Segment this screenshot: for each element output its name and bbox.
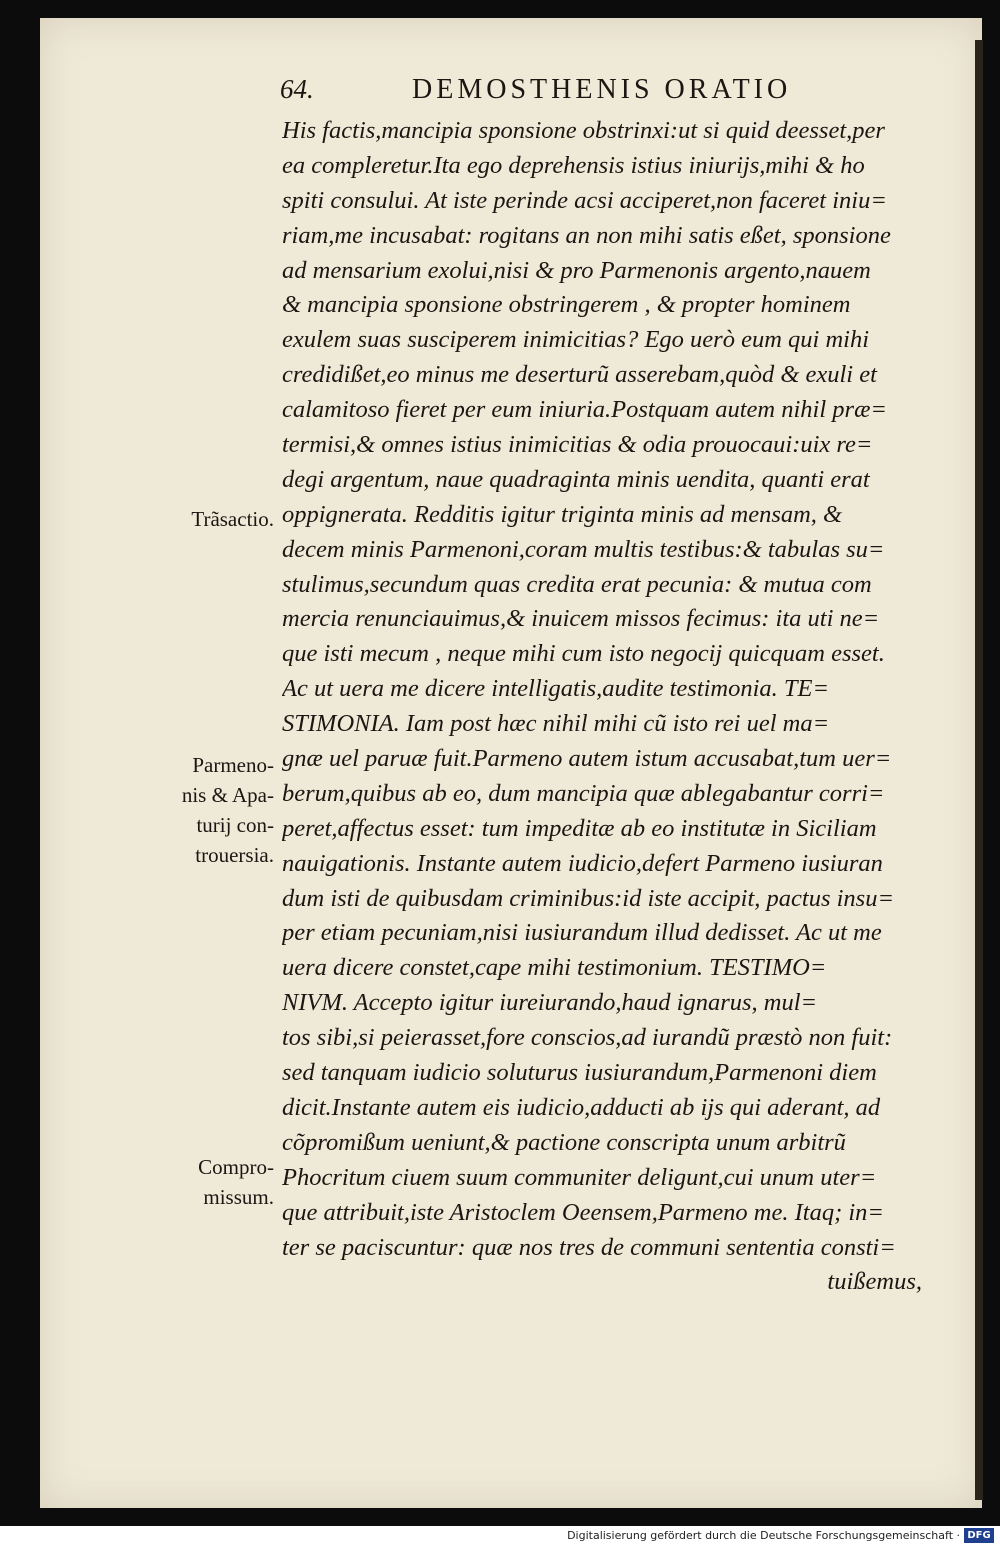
text-line: NIVM. Accepto igitur iureiurando,haud ignarus, mul= [282, 989, 818, 1017]
text-line: cõpromißum ueniunt,& pactione conscripta unum arbitrũ [282, 1128, 846, 1156]
marginal-note-line: Parmeno- [192, 753, 274, 777]
text-line: peret,affectus esset: tum impeditæ ab eo institutæ in Siciliam [282, 814, 877, 842]
page-number: 64. [280, 74, 314, 104]
text-line: & mancipia sponsione obstringerem , & propter hominem [282, 291, 851, 319]
marginal-note-line: Compro- [198, 1155, 274, 1179]
text-line: gnæ uel paruæ fuit.Parmeno autem istum accusabat,tum uer= [282, 745, 892, 773]
text-line: ter se paciscuntur: quæ nos tres de communi sententia consti= [282, 1233, 896, 1261]
text-line: calamitoso fieret per eum iniuria.Postquam autem nihil præ= [282, 396, 887, 424]
text-line: STIMONIA. Iam post hæc nihil mihi cũ isto rei uel ma= [282, 710, 830, 738]
text-line: per etiam pecuniam,nisi iusiurandum illud dedisset. Ac ut me [282, 919, 882, 947]
page-edge [975, 40, 983, 1500]
text-line: degi argentum, naue quadraginta minis uendita, quanti erat [282, 465, 870, 493]
text-line: credidißet,eo minus me deserturũ asserebam,quòd & exuli et [282, 361, 877, 389]
marginal-note-line: nis & Apa- [181, 783, 274, 807]
marginal-note-transactio [150, 504, 274, 534]
marginal-note-line: Trãsactio. [191, 507, 274, 531]
text-line: dicit.Instante autem eis iudicio,adducti ab ijs qui aderant, ad [282, 1093, 881, 1121]
text-line: mercia renunciauimus,& inuicem missos fecimus: ita uti ne= [282, 605, 880, 633]
footer-bar [0, 1526, 1000, 1546]
text-line: tuißemus, [827, 1268, 922, 1296]
text-line: dum isti de quibusdam criminibus:id iste accipit, pactus insu= [282, 884, 894, 912]
marginal-note-controversia [150, 750, 274, 870]
text-line: tos sibi,si peierasset,fore conscios,ad iurandũ præstò non fuit: [282, 1024, 893, 1052]
marginal-note-compromissum [150, 1152, 274, 1212]
text-line: oppignerata. Redditis igitur triginta minis ad mensam, & [282, 500, 843, 528]
marginal-note-line: turij con- [196, 813, 274, 837]
text-line: ad mensarium exolui,nisi & pro Parmenonis argento,nauem [282, 256, 871, 284]
text-line: spiti consului. At iste perinde acsi acciperet,non faceret iniu= [282, 186, 887, 214]
header-title: DEMOSTHENIS ORATIO [412, 74, 792, 105]
text-line: stulimus,secundum quas credita erat pecunia: & mutua com [282, 570, 872, 598]
digitization-credit: Digitalisierung gefördert durch die Deutsche Forschungsgemeinschaft · [567, 1529, 960, 1542]
text-line: Phocritum ciuem suum communiter deligunt,cui unum uter= [282, 1163, 877, 1191]
text-line: His factis,mancipia sponsione obstrinxi:ut si quid deesset,per [282, 117, 885, 144]
text-line: que isti mecum , neque mihi cum isto negocij quicquam esset. [282, 640, 885, 668]
text-line: uera dicere constet,cape mihi testimonium. TESTIMO= [282, 954, 827, 982]
text-line: sed tanquam iudicio soluturus iusiurandum,Parmenoni diem [282, 1059, 877, 1087]
text-line: berum,quibus ab eo, dum mancipia quæ ablegabantur corri= [282, 779, 885, 807]
marginal-note-line: trouersia. [195, 843, 274, 867]
text-line: termisi,& omnes istius inimicitias & odia prouocaui:uix re= [282, 431, 873, 459]
text-line: riam,me incusabat: rogitans an non mihi satis eßet, sponsione [282, 221, 891, 249]
text-line: que attribuit,iste Aristoclem Oeensem,Parmeno me. Itaq; in= [282, 1198, 884, 1226]
text-line: Ac ut uera me dicere intelligatis,audite testimonia. TE= [282, 675, 830, 703]
dfg-logo: DFG [964, 1528, 994, 1543]
text-line: ea compleretur.Ita ego deprehensis istius iniurijs,mihi & ho [282, 151, 865, 179]
text-line: nauigationis. Instante autem iudicio,defert Parmeno iusiuran [282, 849, 883, 877]
body-text [282, 114, 942, 1300]
text-line: exulem suas susciperem inimicitias? Ego uerò eum qui mihi [282, 326, 870, 354]
running-head [280, 74, 840, 114]
marginal-note-line: missum. [203, 1185, 274, 1209]
text-line: decem minis Parmenoni,coram multis testibus:& tabulas su= [282, 535, 885, 563]
